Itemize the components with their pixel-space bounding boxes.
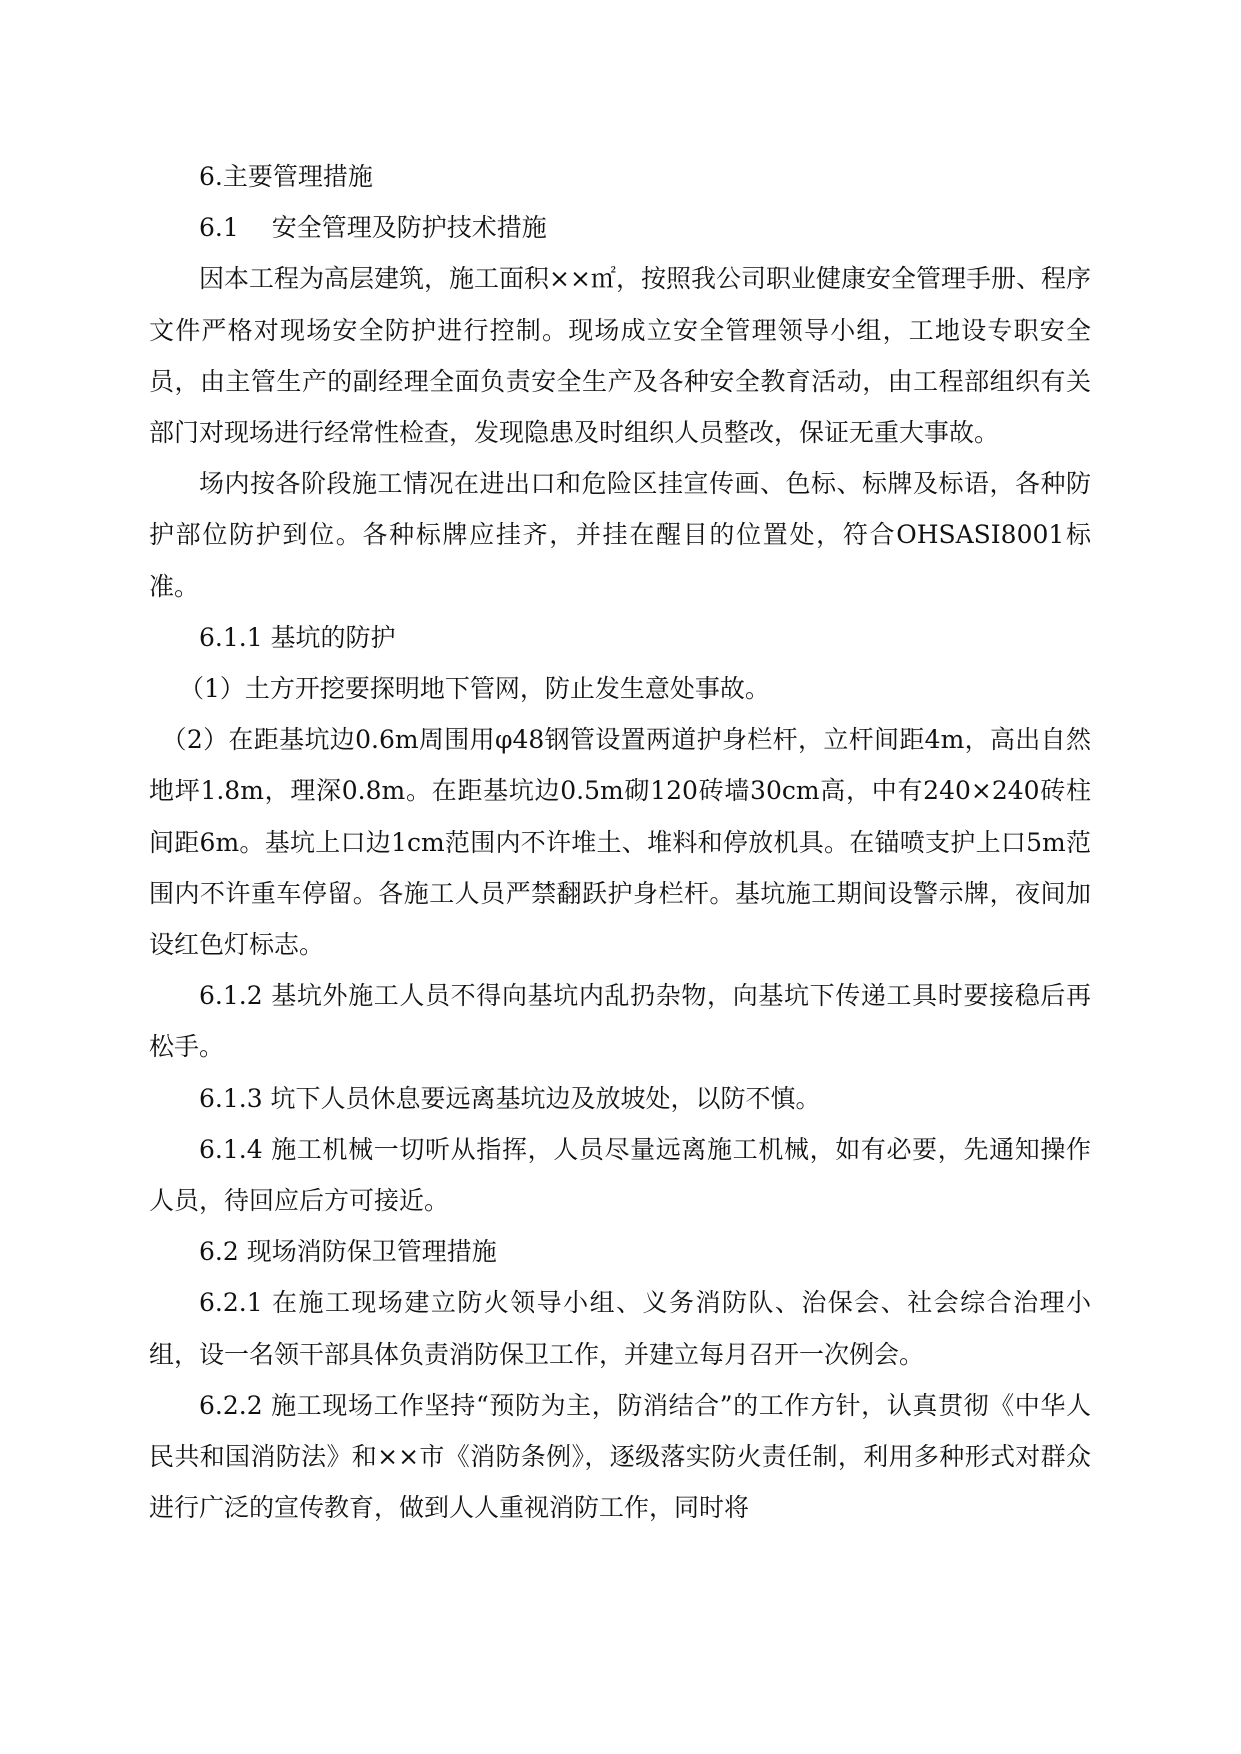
paragraph: 因本工程为高层建筑，施工面积××㎡，按照我公司职业健康安全管理手册、程序文件严格对现场安全防护进行控制。现场成立安全管理领导小组，工地设专职安全员，由主管生产的副经理全面负责安全生产及各种安全教育活动，由工程部组织有关部门对现场进行经常性检查，发现隐患及时组织人员整改，保证无重大事故。: [149, 264, 1091, 448]
paragraph: 6.1.3 坑下人员休息要远离基坑边及放坡处，以防不慎。: [199, 1083, 821, 1113]
paragraph: 6.2.1 在施工现场建立防火领导小组、义务消防队、治保会、社会综合治理小组，设一名领干部具体负责消防保卫工作，并建立每月召开一次例会。: [149, 1288, 1091, 1369]
list-item: （2）在距基坑边0.6m周围用φ48钢管设置两道护身栏杆，立杆间距4m，高出自然地坪1.8m，理深0.8m。在距基坑边0.5m砌120砖墙30cm高，中有240×240砖柱间距6m。基坑上口边1cm范围内不许堆土、堆料和停放机具。在锚喷支护上口5m范围内不许重车停留。各施工人员严禁翻跃护身栏杆。基坑施工期间设警示牌，夜间加设红色灯标志。: [149, 725, 1091, 960]
subsection-heading: 6.1.1 基坑的防护: [199, 622, 396, 652]
list-item: （1）土方开挖要探明地下管网，防止发生意处事故。: [179, 674, 770, 704]
paragraph: 6.2.2 施工现场工作坚持“预防为主，防消结合”的工作方针，认真贯彻《中华人民共和国消防法》和××市《消防条例》，逐级落实防火责任制，利用多种形式对群众进行广泛的宣传教育，做到人人重视消防工作，同时将: [149, 1390, 1091, 1523]
section-heading: 6.主要管理措施: [199, 162, 373, 191]
paragraph: 场内按各阶段施工情况在进出口和危险区挂宣传画、色标、标牌及标语，各种防护部位防护到位。各种标牌应挂齐，并挂在醒目的位置处，符合OHSASI8001标准。: [149, 469, 1091, 601]
paragraph: 6.1.4 施工机械一切听从指挥，人员尽量远离施工机械，如有必要，先通知操作人员，待回应后方可接近。: [149, 1134, 1091, 1216]
subsection-heading: 6.2 现场消防保卫管理措施: [199, 1237, 497, 1267]
subsection-heading: 6.1 安全管理及防护技术措施: [199, 213, 547, 243]
paragraph: 6.1.2 基坑外施工人员不得向基坑内乱扔杂物，向基坑下传递工具时要接稳后再松手。: [149, 981, 1091, 1062]
document-body: [149, 151, 1091, 1533]
